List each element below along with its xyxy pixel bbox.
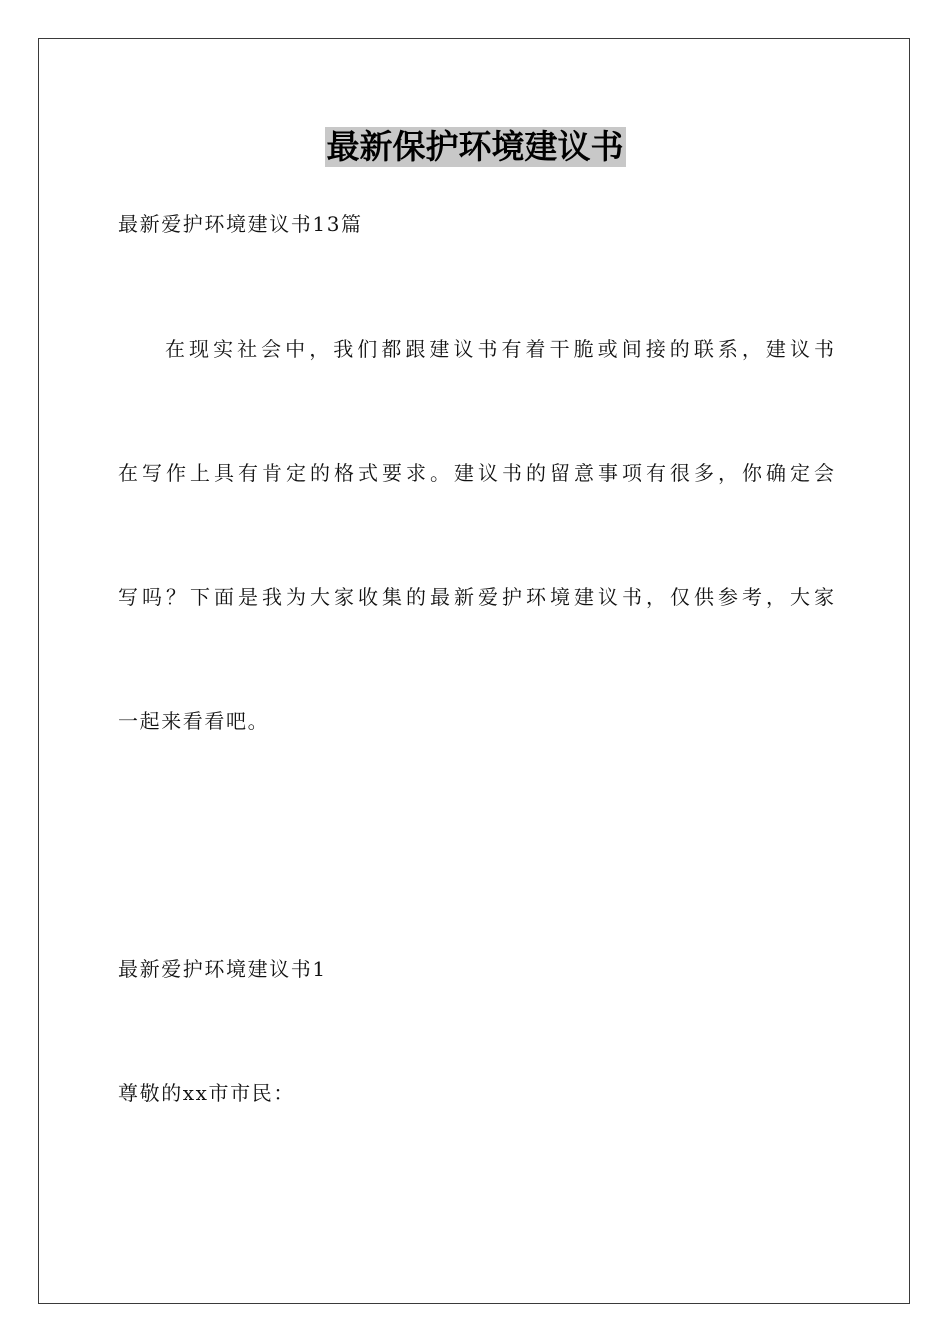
document-title: 最新保护环境建议书 xyxy=(326,127,624,166)
title-container xyxy=(0,127,950,167)
document-subtitle: 最新爱护环境建议书13篇 xyxy=(118,212,363,236)
salutation: 尊敬的xx市市民： xyxy=(118,1081,295,1105)
intro-line: 写吗？下面是我为大家收集的最新爱护环境建议书，仅供参考，大家 xyxy=(118,585,834,609)
intro-line: 在现实社会中，我们都跟建议书有着干脆或间接的联系，建议书 xyxy=(165,337,834,361)
intro-line: 在写作上具有肯定的格式要求。建议书的留意事项有很多，你确定会 xyxy=(118,461,834,485)
intro-line: 一起来看看吧。 xyxy=(118,709,270,733)
section-heading: 最新爱护环境建议书1 xyxy=(118,957,327,981)
